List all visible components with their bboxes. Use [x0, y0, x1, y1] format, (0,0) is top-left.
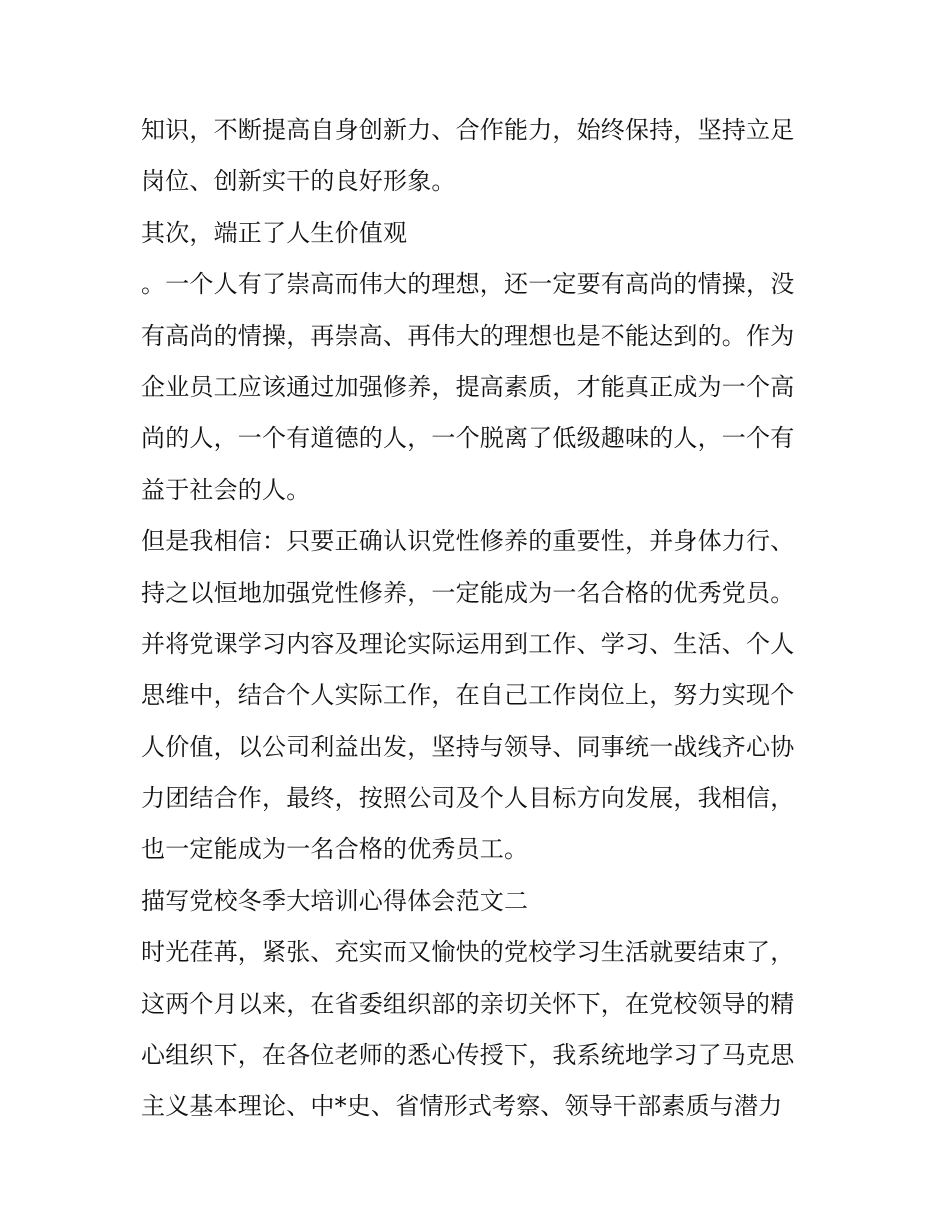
text-line: 有高尚的情操，再崇高、再伟大的理想也是不能达到的。作为: [141, 321, 795, 350]
text-line: 时光荏苒，紧张、充实而又愉快的党校学习生活就要结束了，: [141, 938, 795, 967]
text-line: 持之以恒地加强党性修养，一定能成为一名合格的优秀党员。: [141, 578, 795, 607]
text-line: 岗位、创新实干的良好形象。: [141, 167, 456, 196]
text-line: 人价值，以公司利益出发，坚持与领导、同事统一战线齐心协: [141, 732, 795, 761]
section-heading: 描写党校冬季大培训心得体会范文二: [141, 886, 529, 915]
text-line: 这两个月以来，在省委组织部的亲切关怀下，在党校领导的精: [141, 989, 795, 1018]
text-line: 企业员工应该通过加强修养，提高素质，才能真正成为一个高: [141, 372, 795, 401]
text-line: 尚的人，一个有道德的人，一个脱离了低级趣味的人，一个有: [141, 424, 795, 453]
text-line: 。一个人有了崇高而伟大的理想，还一定要有高尚的情操，没: [141, 270, 795, 299]
text-line: 心组织下，在各位老师的悉心传授下，我系统地学习了马克思: [141, 1041, 795, 1070]
text-line: 并将党课学习内容及理论实际运用到工作、学习、生活、个人: [141, 629, 795, 658]
text-line: 主义基本理论、中*史、省情形式考察、领导干部素质与潜力: [141, 1092, 783, 1121]
text-line: 但是我相信：只要正确认识党性修养的重要性，并身体力行、: [141, 527, 795, 556]
text-line: 也一定能成为一名合格的优秀员工。: [141, 835, 529, 864]
text-line: 知识，不断提高自身创新力、合作能力，始终保持，坚持立足: [141, 116, 795, 144]
text-line: 益于社会的人。: [141, 475, 311, 504]
document-body: [141, 111, 821, 1139]
text-line: 力团结合作，最终，按照公司及个人目标方向发展，我相信，: [141, 784, 795, 813]
text-line: 其次，端正了人生价值观: [141, 218, 408, 247]
text-line: 思维中，结合个人实际工作，在自己工作岗位上，努力实现个: [141, 681, 795, 710]
